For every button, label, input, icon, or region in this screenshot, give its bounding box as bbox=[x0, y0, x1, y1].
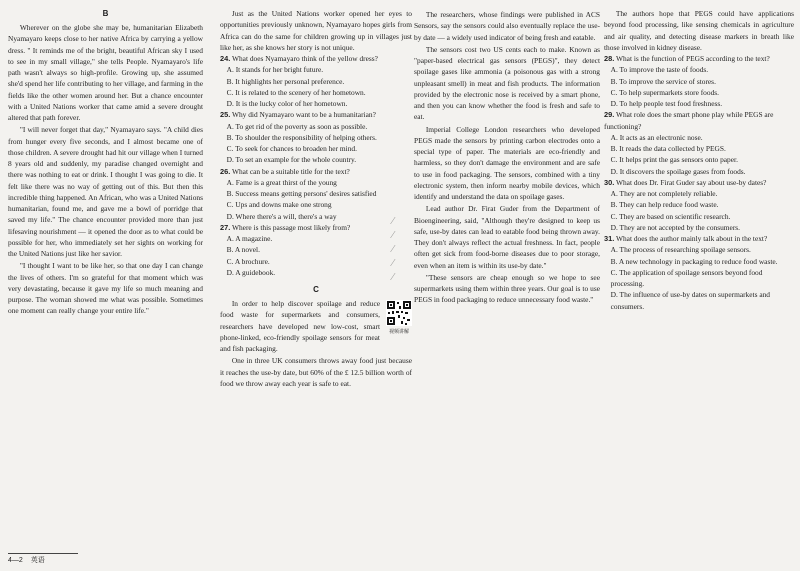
option: C. Ups and downs make one strong bbox=[226, 200, 332, 210]
question-28: 28. What is the function of PEGS according to the text? bbox=[604, 54, 770, 63]
question-26: 26. What can be a suitable title for the text? bbox=[220, 166, 350, 176]
passage-c-paragraph-8: The authors hope that PEGS could have applications beyond food processing, like sensing chemicals in agriculture and air quality, and detecting disease markers in breath like those involved in kidney disease. bbox=[604, 9, 794, 52]
question-stem: Why did Nyamayaro want to be a humanitarian? bbox=[232, 110, 376, 120]
passage-b-paragraph-2: "I will never forget that day," Nyamayaro says. "A child dies from hunger every five seconds, and I almost became one of those children. A severe drought had hit our village when I turned 8 years old and suddenly, my paradise changed overnight and there was nothing to eat or drink. I thought I was going to die. It felt like there was no way of getting out of this. But then this incredible thing happened. An African, who was a United Nations humanitarian, found me, and gave me a bowl of porridge that saved my life." The chance encounter provided more than just lifesaving nourishment — it opened the door as to what could be possible for her, who immediately set her sights on working for the United Nations just like her savior. bbox=[8, 125, 203, 259]
option: C. It is related to the scenery of her hometown. bbox=[226, 87, 366, 97]
option: B. A novel. bbox=[226, 245, 260, 255]
option: C. To seek for chances to broaden her mind. bbox=[226, 144, 357, 153]
question-29: 29. What role does the smart phone play while PEGS are functioning? bbox=[604, 110, 774, 131]
passage-b-paragraph-3: "I thought I want to be like her, so that one day I can change the lives of others. I'm so grateful for that moment which was very devastating, because it gave my life so much meaning and purpose. The woman showed me what was possible. Sometimes one moment can really change your entire life." bbox=[8, 261, 203, 316]
option: C. They are based on scientific research. bbox=[610, 211, 731, 221]
passage-c-paragraph-2: One in three UK consumers throws away food just because it reaches the use-by date, but 60% of the £ 12.5 billion worth of food we throw away each year is safe to eat. bbox=[220, 356, 412, 388]
qr-caption: 视频讲解 bbox=[388, 329, 409, 336]
option: C. A brochure. bbox=[226, 256, 270, 266]
option: D. To help people test food freshness. bbox=[610, 99, 723, 108]
section-b-title: B bbox=[102, 9, 109, 18]
question-stem: Where is this passage most likely from? bbox=[232, 222, 351, 232]
footer-divider bbox=[8, 553, 78, 554]
question-30: 30. What does Dr. Firat Guder say about use-by dates? bbox=[604, 177, 767, 187]
question-stem: What is the function of PEGS according to the text? bbox=[616, 54, 770, 63]
passage-c-paragraph-1: In order to help discover spoilage and reduce food waste for supermarkets and consumers, researchers have developed new low-cost, smart phone-linked, eco-friendly spoilage sensors for meat and fish packaging. bbox=[220, 299, 380, 354]
question-25: 25. Why did Nyamayaro want to be a humanitarian? bbox=[220, 110, 376, 120]
option: A. It stands for her bright future. bbox=[226, 65, 324, 75]
page-number: 4—2 bbox=[8, 557, 23, 564]
section-c-title: C bbox=[313, 285, 319, 294]
question-31: 31. What does the author mainly talk about in the text? bbox=[604, 234, 768, 243]
option: B. They can help reduce food waste. bbox=[610, 200, 719, 210]
question-stem: What can be a suitable title for the text? bbox=[232, 166, 350, 176]
passage-c-paragraph-5: Imperial College London researchers who developed PEGS made the sensors by printing carbon electrodes onto a special type of paper. The materials are eco-friendly and harmless, so they don't damage the environment and are safe to use in food packaging. The sensors, combined with a tiny electronic system, then inform nearby mobile devices, which identify and understand the data on spoilage gases. bbox=[414, 124, 600, 201]
passage-c-paragraph-6: Lead author Dr. Firat Guder from the Department of Bioengineering, said, "Although they're designed to keep us safe, use-by dates can lead to eatable food being thrown away. They don't always reflect the actual freshness. In fact, people often get sick from food-borne diseases due to poor storage, even when an item is within its use-by date." bbox=[414, 204, 600, 270]
option: B. It reads the data collected by PEGS. bbox=[610, 144, 726, 153]
option: D. The influence of use-by dates on supermarkets and consumers. bbox=[610, 290, 770, 311]
option: A. It acts as an electronic nose. bbox=[610, 132, 703, 142]
option: D. Where there's a will, there's a way bbox=[226, 211, 337, 221]
option: B. A new technology in packaging to reduce food waste. bbox=[610, 256, 778, 266]
option: C. To help supermarkets store foods. bbox=[610, 87, 719, 97]
question-stem: What does Nyamayaro think of the yellow dress? bbox=[232, 54, 378, 63]
qr-code-icon[interactable] bbox=[386, 300, 412, 326]
column-3 bbox=[414, 8, 600, 306]
column-2 bbox=[220, 8, 412, 389]
option: B. To improve the service of stores. bbox=[610, 76, 716, 86]
question-stem: What does the author mainly talk about in the text? bbox=[616, 234, 768, 243]
page-footer bbox=[8, 555, 78, 565]
question-stem: What does Dr. Firat Guder say about use-by dates? bbox=[616, 177, 767, 187]
passage-b-paragraph-1: Wherever on the globe she may be, humanitarian Elizabeth Nyamayaro keeps close to her native Africa by carrying a yellow dress. " It reminds me of the bright, beautiful African sky I used to see in my small village," she tells People. Nyamayaro's life path wasn't always so high-profile. Growing up, she assumed she'd spend her life contributing to her village, and farming in the fields like the other women around her. But a chance encounter with a United Nations worker that came amid a severe drought altered that path forever. bbox=[8, 23, 203, 123]
passage-c-paragraph-4: The sensors cost two US cents each to make. Known as "paper-based electrical gas sensors (PEGS)", they detect spoilage gases like ammonia (a poisonous gas with a strong unpleasant smell) in meat and fish products. The information provided by the electronic nose is received by a smart phone, and then you can know whether the food is fresh and safe to eat. bbox=[414, 44, 600, 122]
intro-with-qr bbox=[220, 298, 412, 354]
option: D. It discovers the spoilage gases from foods. bbox=[610, 166, 746, 176]
column-4 bbox=[604, 8, 794, 312]
option: D. A guidebook. bbox=[226, 267, 276, 277]
question-stem: What role does the smart phone play while PEGS are functioning? bbox=[604, 110, 774, 131]
option: D. It is the lucky color of her hometown. bbox=[226, 99, 348, 108]
option: A. To improve the taste of foods. bbox=[610, 65, 709, 75]
option: A. The process of researching spoilage sensors. bbox=[610, 245, 751, 255]
option: B. Success means getting persons' desires satisfied bbox=[226, 189, 377, 198]
option: B. To shoulder the responsibility of helping others. bbox=[226, 132, 377, 142]
option: A. They are not completely reliable. bbox=[610, 189, 718, 198]
option: C. The application of spoilage sensors beyond food processing. bbox=[610, 267, 763, 288]
option: A. A magazine. bbox=[226, 234, 273, 243]
question-24: 24. What does Nyamayaro think of the yellow dress? bbox=[220, 54, 378, 63]
option: B. It highlights her personal preference. bbox=[226, 76, 345, 86]
option: D. To set an example for the whole country. bbox=[226, 155, 357, 165]
margin-pencil-marks: ⁄ ⁄ ⁄ ⁄ ⁄ bbox=[392, 216, 394, 283]
passage-b-paragraph-4: Just as the United Nations worker opened her eyes to opportunities previously unknown, Nyamayaro hopes girls from Africa can do the same for children growing up in villages just like her, as she knows her story is not unique. bbox=[220, 9, 412, 52]
option: D. They are not accepted by the consumers. bbox=[610, 222, 741, 232]
option: A. To get rid of the poverty as soon as possible. bbox=[226, 121, 368, 131]
column-1 bbox=[8, 8, 203, 317]
option: A. Fame is a great thirst of the young bbox=[226, 177, 337, 187]
passage-c-paragraph-3: The researchers, whose findings were published in ACS Sensors, say the sensors could also eventually replace the use-by date — a widely used indicator of being fresh and eatable. bbox=[414, 10, 600, 42]
option: C. It helps print the gas sensors onto paper. bbox=[610, 155, 738, 165]
qr-block[interactable] bbox=[386, 298, 412, 337]
question-27: 27. Where is this passage most likely from? bbox=[220, 222, 351, 232]
passage-c-paragraph-7: "These sensors are cheap enough so we hope to see supermarkets using them within three years. Our goal is to use PEGS in food packaging to reduce unnecessary food waste." bbox=[414, 272, 600, 305]
subject-label: 英语 bbox=[30, 557, 45, 564]
